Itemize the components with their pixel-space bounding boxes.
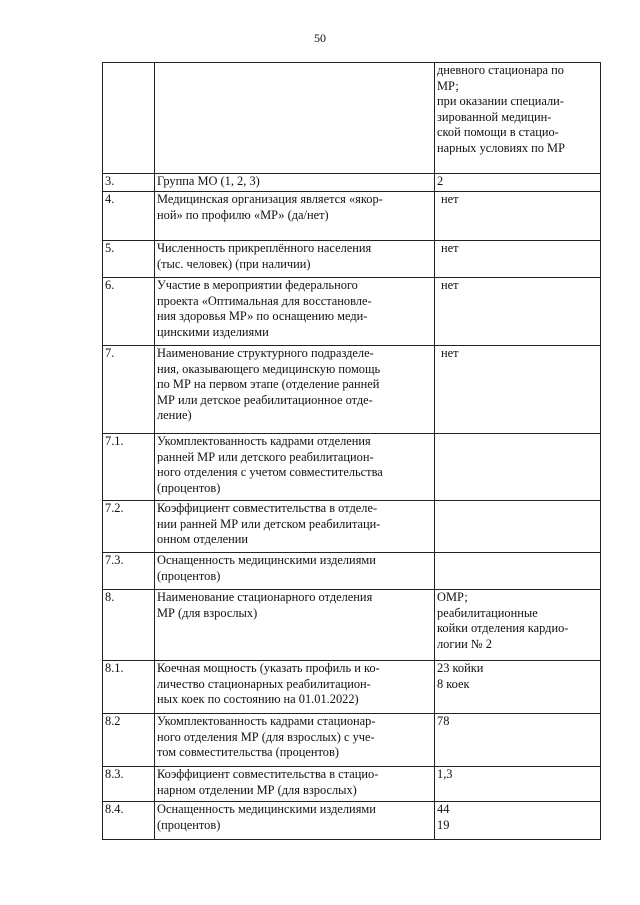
indicator-name-line: ния здоровья МР» по оснащению меди- [157,309,368,323]
indicator-value-line: нет [441,241,459,255]
indicator-name-line: Оснащенность медицинскими изделиями [157,553,376,567]
indicator-name [155,278,435,346]
indicator-name [155,434,435,501]
indicator-value-line: нарных условиях по МР [437,140,565,155]
indicator-value-line: при оказании специали- [437,94,564,108]
indicator-table [102,62,601,840]
row-number: 7. [103,346,155,434]
indicator-value-line: реабилитационные [437,605,538,620]
indicator-value-line: нет [441,278,459,292]
indicator-name-line: ранней МР или детского реабилитацион- [157,449,374,464]
indicator-value [435,767,601,802]
table-row [103,590,601,661]
row-number: 7.3. [103,553,155,590]
table-row [103,192,601,241]
row-number: 7.1. [103,434,155,501]
indicator-value-line: 2 [437,174,444,188]
table-row [103,434,601,501]
indicator-name [155,174,435,192]
indicator-value [435,590,601,661]
indicator-name [155,346,435,434]
indicator-name-line: Наименование стационарного отделения [157,590,373,604]
indicator-name [155,501,435,553]
row-number: 8. [103,590,155,661]
indicator-name-line: (процентов) [157,480,221,495]
indicator-name [155,553,435,590]
indicator-value-line: 1,3 [437,767,453,781]
indicator-value [435,553,601,590]
indicator-name-line: Численность прикреплённого населения [157,241,372,255]
indicator-name-line: нарном отделении МР (для взрослых) [157,782,357,797]
table-row [103,802,601,840]
indicator-name-line: Коэффициент совместительства в стацио- [157,767,379,781]
indicator-value-line: МР; [437,78,459,93]
indicator-name-line: МР или детское реабилитационное отде- [157,392,373,407]
indicator-value [435,63,601,174]
indicator-value-line: 8 коек [437,676,470,691]
indicator-value [435,802,601,840]
indicator-value [435,346,601,434]
indicator-name [155,802,435,840]
indicator-name-line: МР (для взрослых) [157,605,258,620]
indicator-name-line: ния, оказывающего медицинскую помощь [157,361,381,376]
row-number: 8.1. [103,661,155,714]
indicator-name [155,590,435,661]
table-row [103,661,601,714]
indicator-name [155,241,435,278]
row-number: 4. [103,192,155,241]
indicator-value-line: логии № 2 [437,636,492,651]
indicator-value-line: ОМР; [437,590,468,604]
indicator-value-line: нет [441,346,459,360]
indicator-value-line: 78 [437,714,450,728]
indicator-name-line: личество стационарных реабилитацион- [157,676,371,691]
indicator-value-line: зированной медицин- [437,109,552,124]
indicator-name-line: нии ранней МР или детском реабилитаци- [157,516,381,531]
indicator-value-line: дневного стационара по [437,63,564,77]
table-row [103,767,601,802]
indicator-value-line: койки отделения кардио- [437,621,569,635]
indicator-name-line: онном отделении [157,532,249,546]
indicator-name-line: Группа МО (1, 2, 3) [157,174,260,188]
indicator-name-line: ного отделения МР (для взрослых) с уче- [157,729,375,744]
indicator-name-line: проекта «Оптимальная для восстановле- [157,293,372,308]
indicator-name-line: по МР на первом этапе (отделение ранней [157,377,380,391]
table-row [103,174,601,192]
indicator-name-line: Укомплектованность кадрами стационар- [157,714,376,728]
indicator-name [155,767,435,802]
table-row [103,501,601,553]
table-row [103,553,601,590]
table-row [103,278,601,346]
row-number: 3. [103,174,155,192]
indicator-value [435,434,601,501]
indicator-name [155,661,435,714]
indicator-name-line: ление) [157,408,192,422]
indicator-value [435,501,601,553]
indicator-name [155,714,435,767]
row-number [103,63,155,174]
indicator-name [155,192,435,241]
indicator-table-body [103,63,601,840]
indicator-name-line: ной» по профилю «МР» (да/нет) [157,207,329,222]
indicator-name-line: Медицинская организация является «якор- [157,192,383,206]
indicator-name-line: Наименование структурного подразделе- [157,346,374,360]
indicator-name-line: Коэффициент совместительства в отделе- [157,501,378,515]
row-number: 5. [103,241,155,278]
indicator-value [435,241,601,278]
row-number: 8.2 [103,714,155,767]
row-number: 7.2. [103,501,155,553]
indicator-value [435,278,601,346]
indicator-name-line: Оснащенность медицинскими изделиями [157,802,376,816]
indicator-value-line: 23 койки [437,661,484,675]
indicator-name-line: (процентов) [157,568,221,583]
indicator-value-line: нет [441,192,459,206]
row-number: 6. [103,278,155,346]
indicator-value-line: 19 [437,817,450,832]
indicator-name-line: (процентов) [157,817,221,832]
indicator-value-line: 44 [437,802,450,816]
indicator-name-line: ного отделения с учетом совместительства [157,465,383,479]
indicator-name-line: Укомплектованность кадрами отделения [157,434,371,448]
indicator-value [435,714,601,767]
indicator-name-line: Коечная мощность (указать профиль и ко- [157,661,380,675]
indicator-name [155,63,435,174]
table-row [103,714,601,767]
indicator-value [435,661,601,714]
indicator-name-line: (тыс. человек) (при наличии) [157,256,311,271]
indicator-value [435,192,601,241]
page-number: 50 [314,31,326,45]
table-row [103,63,601,174]
indicator-name-line: ных коек по состоянию на 01.01.2022) [157,692,359,706]
indicator-name-line: цинскими изделиями [157,324,269,339]
row-number: 8.3. [103,767,155,802]
indicator-value-line: ской помощи в стацио- [437,125,559,139]
indicator-name-line: Участие в мероприятии федерального [157,278,358,292]
table-row [103,346,601,434]
indicator-name-line: том совместительства (процентов) [157,745,339,759]
table-row [103,241,601,278]
row-number: 8.4. [103,802,155,840]
indicator-value [435,174,601,192]
